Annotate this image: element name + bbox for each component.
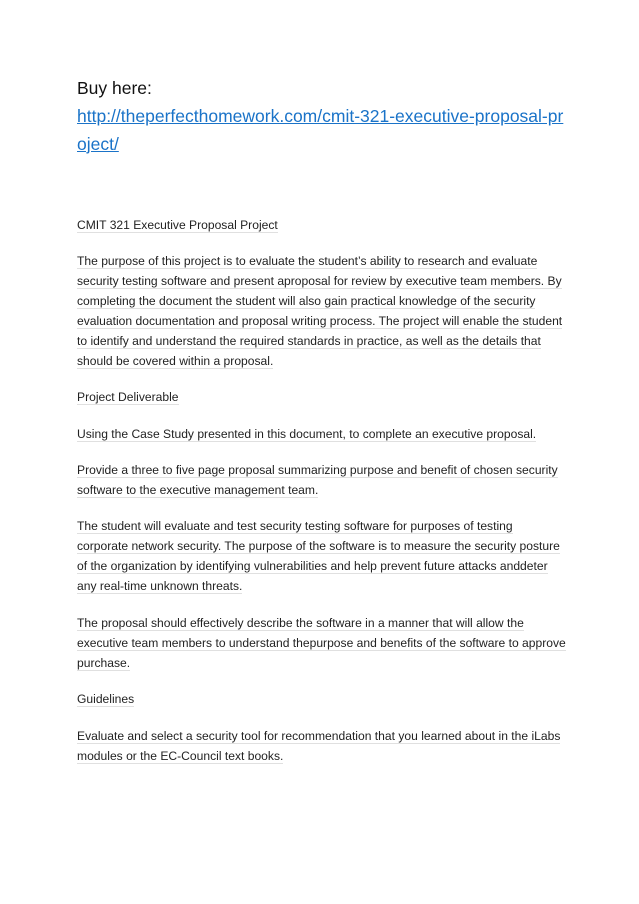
evaluate-select-text: Evaluate and select a security tool for recommendation that you learned about in the iLabs modules or the EC-Council text books. — [77, 729, 561, 763]
student-evaluation-text: The student will evaluate and test security testing software for purposes of testing corporate network security. The purpose of the software is to measure the security posture of the organization by identifying vulnerabilities and help prevent future attacks anddeter any real-time unknown threats. — [77, 519, 560, 593]
effective-description-text: The proposal should effectively describe the software in a manner that will allow the executive team members to understand thepurpose and benefits of the software to approve purchase. — [77, 616, 566, 670]
purpose-paragraph — [77, 251, 567, 371]
project-deliverable-heading — [77, 387, 567, 407]
proposal-summary-text: Provide a three to five page proposal summarizing purpose and benefit of chosen security software to the executive management team. — [77, 463, 558, 497]
purpose-text: The purpose of this project is to evaluate the student’s ability to research and evaluate security testing software and present aproposal for review by executive team members. By completing the document the student will also gain practical knowledge of the security evaluation documentation and proposal writing process. The project will enable the student to identify and understand the required standards in practice, as well as the details that should be covered within a proposal. — [77, 254, 563, 368]
purchase-link[interactable]: http://theperfecthomework.com/cmit-321-executive-proposal-project/ — [77, 106, 564, 154]
evaluate-select-paragraph — [77, 726, 567, 766]
document-title-text: CMIT 321 Executive Proposal Project — [77, 218, 278, 232]
student-evaluation-paragraph — [77, 516, 567, 596]
case-study-paragraph — [77, 424, 567, 444]
document-body — [77, 74, 567, 766]
document-title — [77, 215, 567, 235]
project-deliverable-text: Project Deliverable — [77, 390, 179, 404]
guidelines-text: Guidelines — [77, 692, 135, 706]
proposal-summary-paragraph — [77, 460, 567, 500]
effective-description-paragraph — [77, 613, 567, 673]
buy-here-label: Buy here: — [77, 78, 152, 98]
case-study-text: Using the Case Study presented in this document, to complete an executive proposal. — [77, 427, 537, 441]
guidelines-heading — [77, 689, 567, 709]
